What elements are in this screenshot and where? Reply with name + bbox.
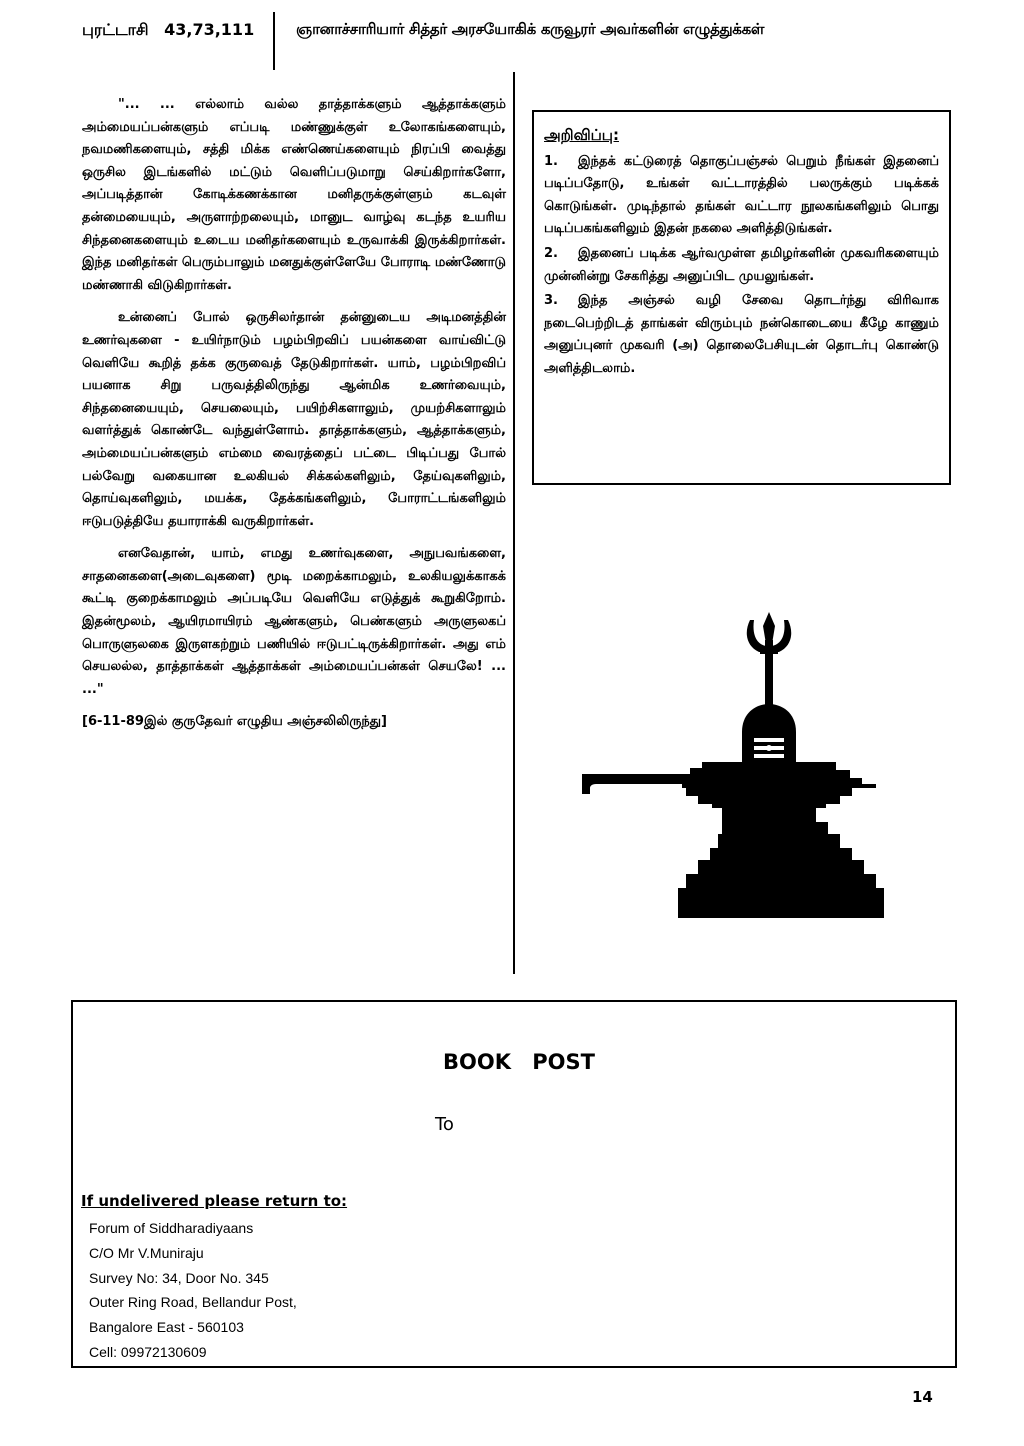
address-line: Bangalore East - 560103 bbox=[89, 1319, 244, 1336]
notice-box bbox=[532, 110, 951, 485]
address-line: C/O Mr V.Muniraju bbox=[89, 1244, 204, 1261]
header-title: ஞானாச்சாரியார் சித்தர் அரசயோகிக் கருவூரர் அவர்களின் எழுத்துக்கள் bbox=[296, 20, 765, 38]
header-date bbox=[82, 20, 264, 41]
article-source: [6-11-89இல் குருதேவர் எழுதிய அஞ்சலிலிருந்து] bbox=[82, 714, 387, 730]
notice-heading: அறிவிப்பு: bbox=[544, 126, 619, 144]
notice-item-2 bbox=[544, 243, 939, 288]
header-number: 43,73,111 bbox=[164, 20, 255, 39]
return-label: If undelivered please return to: bbox=[81, 1192, 348, 1210]
shiva-lingam-icon bbox=[582, 612, 912, 922]
address-line: Outer Ring Road, Bellandur Post, bbox=[89, 1294, 297, 1311]
article-column bbox=[82, 94, 506, 744]
book-post-box bbox=[71, 1000, 957, 1368]
notice-item-number: 1. bbox=[544, 153, 558, 169]
notice-item-text: இதனைப் படிக்க ஆர்வமுள்ள தமிழர்களின் முகவரிகளையும் முன்னின்று சேகரித்து அனுப்பிட முயலுங்கள். bbox=[544, 245, 939, 284]
notice-item-number: 2. bbox=[544, 245, 558, 261]
page-number: 14 bbox=[912, 1388, 933, 1406]
book-post-label: BOOK POST bbox=[443, 1050, 595, 1074]
notice-item-text: இந்த அஞ்சல் வழி சேவை தொடர்ந்து விரிவாக நடைபெற்றிடத் தாங்கள் விரும்பும் நன்கொடையை கீழே காணும் அனுப்புனர் முகவரி (அ) தொலைபேசியுடன் தொடர்பு கொண்டு அளித்திடலாம். bbox=[544, 293, 939, 376]
notice-item-text: இந்தக் கட்டுரைத் தொகுப்பஞ்சல் பெறும் நீங்கள் இதனைப் படிப்பதோடு, உங்கள் வட்டாரத்தில் பலருக்கும் படிக்கக் கொடுங்கள். முடிந்தால் தங்கள் வட்டார நூலகங்களிலும் பொது படிப்பகங்களிலும் இதன் நகலை அளித்திடுங்கள். bbox=[544, 153, 939, 237]
header-month: புரட்டாசி bbox=[82, 20, 149, 39]
header-divider bbox=[273, 12, 275, 70]
article-paragraph-2: உன்னைப் போல் ஒருசிலர்தான் தன்னுடைய அடிமனத்தின் உணர்வுகளை - உயிர்நாடும் பழம்பிறவிப் பயன்களை வாய்விட்டு வெளியே கூறித் தக்க குருவைத் தேடுகிறார்கள். யாம், பழம்பிறவிப் பயனாக சிறு பருவத்திலிருந்து ஆன்மிக உணர்வையும், சிந்தனையையும், செயலையும், பயிற்சிகளாலும், முயற்சிகளாலும் வளர்த்துக் கொண்டே வந்துள்ளோம். தாத்தாக்களும், ஆத்தாக்களும், அம்மையப்பன்களும் எம்மை வைரத்தைப் பட்டை பிடிப்பது போல் பல்வேறு வகையான உலகியல் சிக்கல்களிலும், தேய்வுகளிலும், தொய்வுகளிலும், மயக்க, தேக்கங்களிலும், போராட்டங்களிலும் ஈடுபடுத்தியே தயாராக்கி வருகிறார்கள். bbox=[82, 310, 506, 529]
notice-item-number: 3. bbox=[544, 293, 558, 309]
article-paragraph-1: "... ... எல்லாம் வல்ல தாத்தாக்களும் ஆத்தாக்களும் அம்மையப்பன்களும் எப்படி மண்ணுக்குள் உலோகங்களையும், நவமணிகளையும், சத்தி மிக்க எண்ணெய்களையும் நிரப்பி வைத்து ஒருசில இடங்களில் மட்டும் வெளிப்படுமாறு செய்கிறார்களோ, அப்படித்தான் கோடிக்கணக்கான மனிதருக்குள்ளும் கடவுள் தன்மையையும், அருளாற்றலையும், மானுட வாழ்வு கடந்த உயரிய சிந்தனைகளையும் உடைய மனிதர்களையும் உருவாக்கி இருக்கிறார்கள். இந்த மனிதர்கள் பெரும்பாலும் மனதுக்குள்ளேயே போராடி மண்ணோடு மண்ணாகி விடுகிறார்கள். bbox=[82, 97, 506, 293]
address-line: Survey No: 34, Door No. 345 bbox=[89, 1269, 269, 1286]
article-paragraph-3: எனவேதான், யாம், எமது உணர்வுகளை, அநுபவங்களை, சாதனைகளை(அடைவுகளை) மூடி மறைக்காமலும், உலகியலுக்காகக் கூட்டி குறைக்காமலும் அப்படியே வெளியே எடுத்துக் கூறுகிறோம். இதன்மூலம், ஆயிரமாயிரம் ஆண்களும், பெண்களும் அருளுலகப் பொருளுலகை இருளகற்றும் பணியில் ஈடுபட்டிருக்கிறார்கள். அது எம் செயலல்ல, தாத்தாக்கள் ஆத்தாக்கள் அம்மையப்பன்கள் செயலே! ... ..." bbox=[82, 546, 506, 697]
address-line: Forum of Siddharadiyaans bbox=[89, 1220, 254, 1236]
notice-item-3 bbox=[544, 290, 939, 380]
return-address bbox=[89, 1216, 297, 1365]
to-label: To bbox=[435, 1114, 454, 1135]
column-divider bbox=[513, 72, 515, 974]
address-line: Cell: 09972130609 bbox=[89, 1343, 207, 1360]
notice-item-1 bbox=[544, 151, 939, 241]
